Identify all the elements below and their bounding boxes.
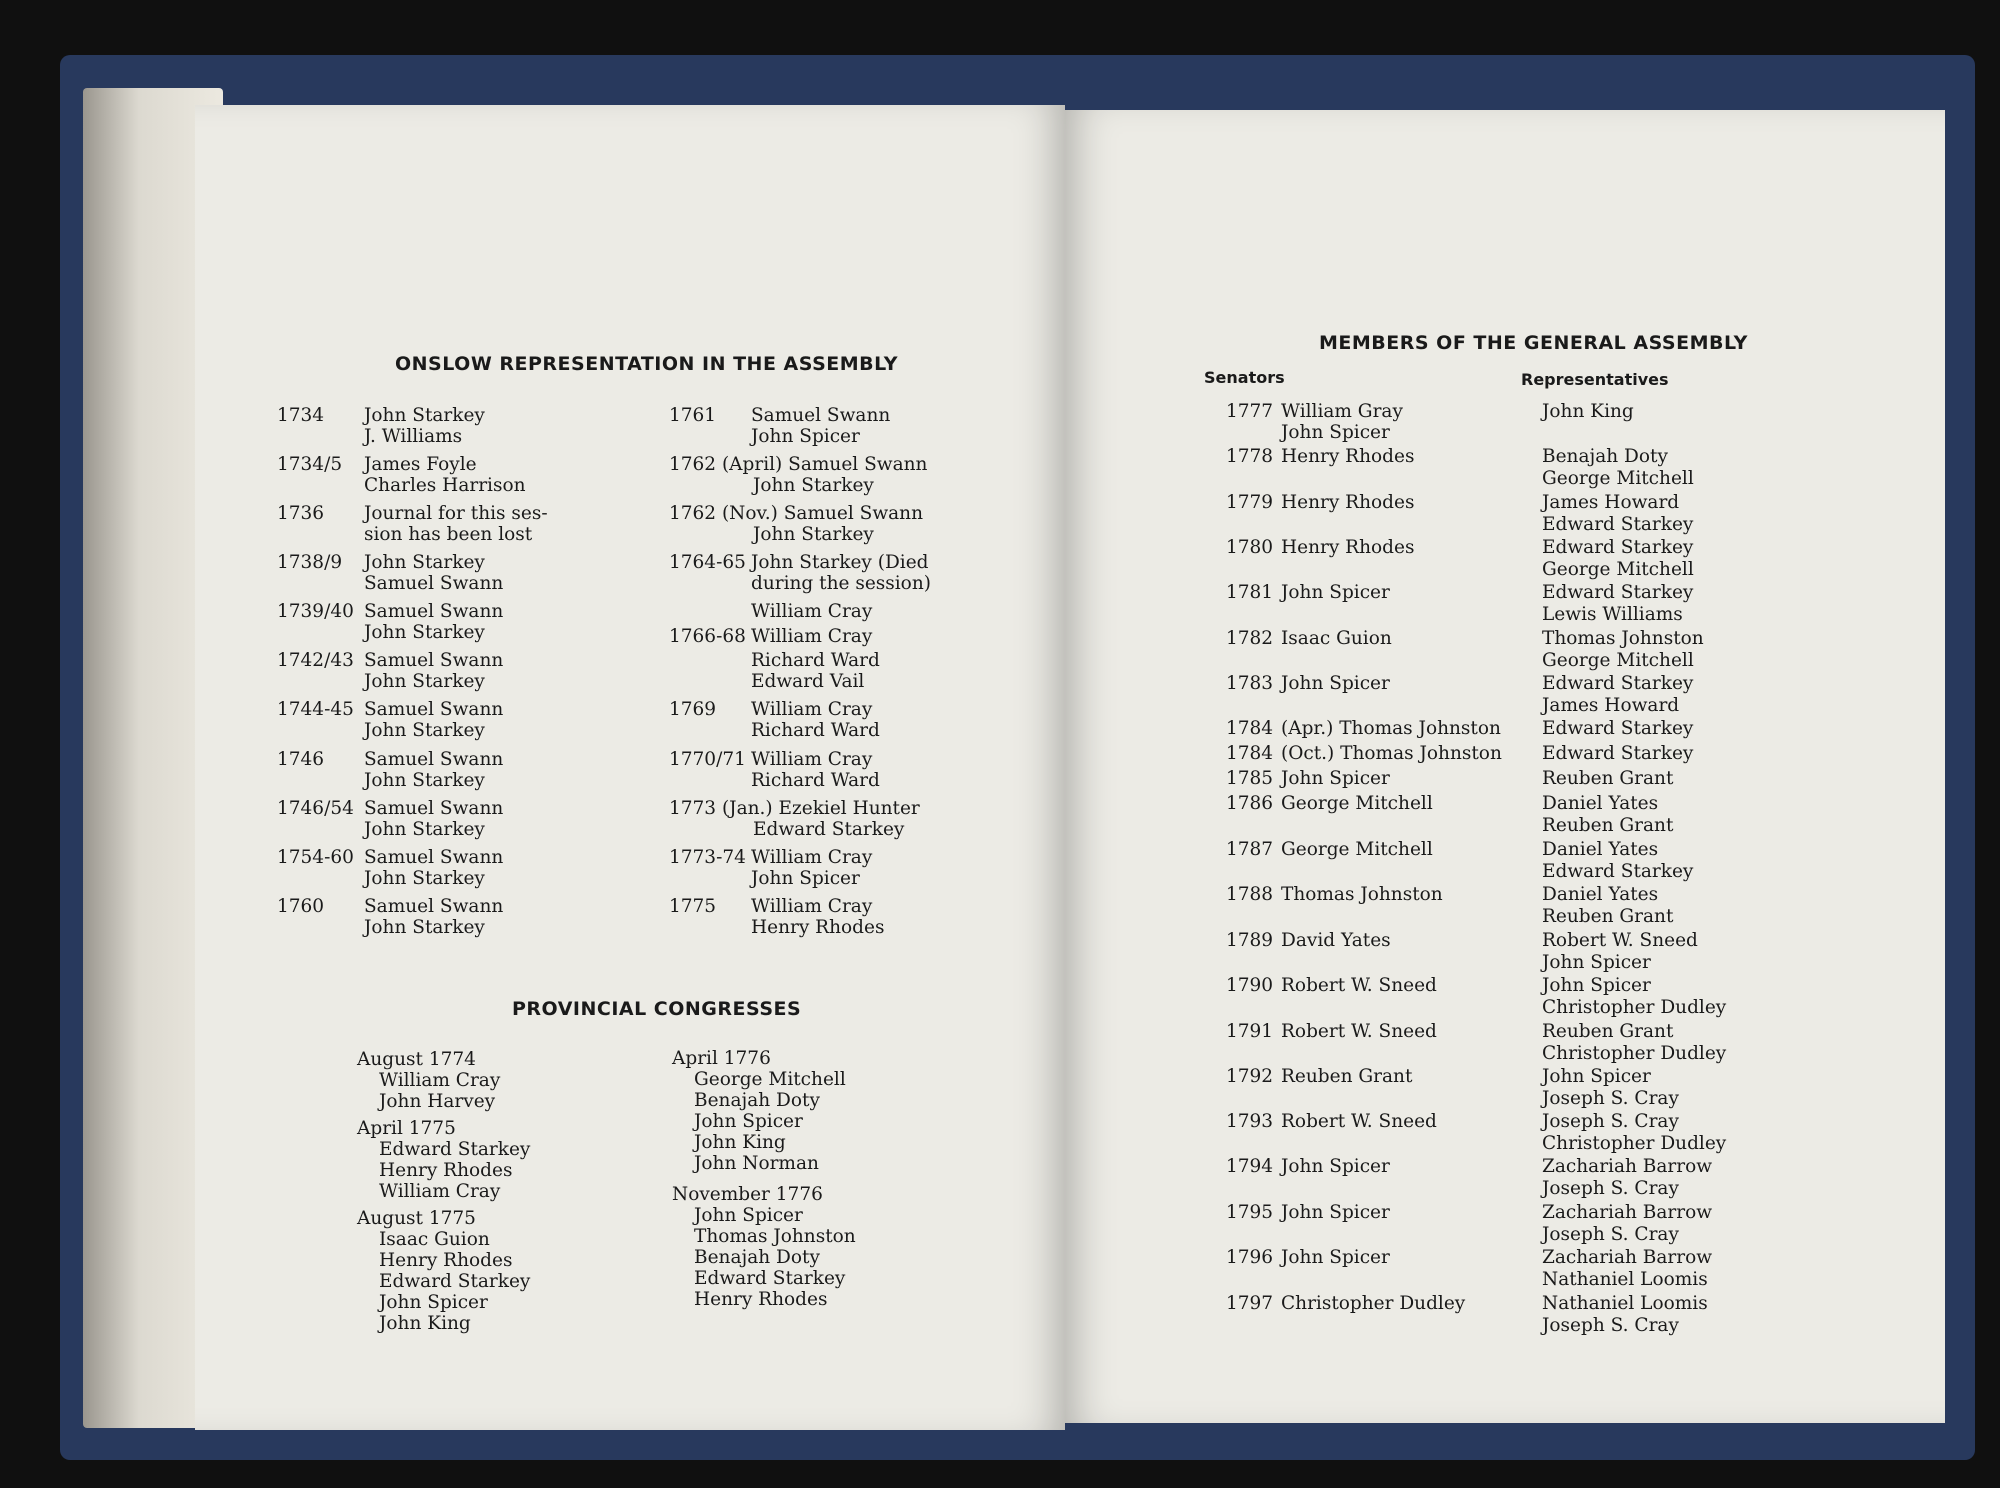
representative-name: Edward Starkey bbox=[1542, 743, 1694, 764]
entry-name: sion has been lost bbox=[364, 524, 533, 545]
assembly-year: 1778 bbox=[1226, 446, 1274, 467]
representative-name: Daniel Yates bbox=[1542, 793, 1659, 814]
entry-year: 1764-65 bbox=[669, 552, 746, 573]
congress-date: August 1775 bbox=[357, 1208, 476, 1229]
congress-member: Edward Starkey bbox=[379, 1139, 531, 1160]
assembly-year: 1784 bbox=[1226, 718, 1274, 739]
entry-year: 1769 bbox=[669, 699, 717, 720]
entry-year: 1775 bbox=[669, 896, 717, 917]
senator-name: John Spicer bbox=[1281, 768, 1390, 789]
assembly-year: 1791 bbox=[1226, 1021, 1274, 1042]
senator-name: John Spicer bbox=[1281, 673, 1390, 694]
entry-name: John Starkey bbox=[364, 405, 485, 426]
senator-name: John Spicer bbox=[1281, 1202, 1390, 1223]
entry-name: Richard Ward bbox=[751, 770, 880, 791]
congress-date: August 1774 bbox=[357, 1049, 476, 1070]
entry-name: William Cray bbox=[751, 847, 873, 868]
congress-member: Thomas Johnston bbox=[694, 1226, 856, 1247]
entry-year: 1734/5 bbox=[277, 454, 343, 475]
senator-name: John Spicer bbox=[1281, 1156, 1390, 1177]
senator-name: Henry Rhodes bbox=[1281, 492, 1415, 513]
representative-name: Zachariah Barrow bbox=[1542, 1247, 1713, 1268]
entry-name: Richard Ward bbox=[751, 650, 880, 671]
entry-name: John Starkey bbox=[364, 622, 485, 643]
congress-member: William Cray bbox=[379, 1181, 501, 1202]
entry-name: Samuel Swann bbox=[364, 601, 504, 622]
entry-name: John Spicer bbox=[751, 426, 860, 447]
entry-name: Edward Starkey bbox=[753, 819, 905, 840]
representative-name: Joseph S. Cray bbox=[1542, 1315, 1679, 1336]
entry-name: Richard Ward bbox=[751, 720, 880, 741]
representative-name: Edward Starkey bbox=[1542, 537, 1694, 558]
congress-date: April 1775 bbox=[357, 1118, 456, 1139]
entry-year: 1742/43 bbox=[277, 650, 354, 671]
assembly-year: 1784 bbox=[1226, 743, 1274, 764]
senator-name: Robert W. Sneed bbox=[1281, 1021, 1437, 1042]
congress-member: John King bbox=[379, 1313, 471, 1334]
assembly-year: 1779 bbox=[1226, 492, 1274, 513]
senator-name: William Gray bbox=[1281, 401, 1403, 422]
entry-name: John Starkey bbox=[364, 917, 485, 938]
congress-member: Benajah Doty bbox=[694, 1247, 820, 1268]
right-page bbox=[1065, 110, 1945, 1423]
assembly-year: 1787 bbox=[1226, 839, 1274, 860]
representative-name: James Howard bbox=[1542, 695, 1680, 716]
congress-member: Edward Starkey bbox=[694, 1268, 846, 1289]
representative-name: James Howard bbox=[1542, 492, 1680, 513]
assembly-year: 1792 bbox=[1226, 1066, 1274, 1087]
congress-member: John Spicer bbox=[694, 1205, 803, 1226]
representative-name: John Spicer bbox=[1542, 1066, 1651, 1087]
representative-name: Reuben Grant bbox=[1542, 768, 1674, 789]
assembly-year: 1789 bbox=[1226, 930, 1274, 951]
congress-member: Benajah Doty bbox=[694, 1090, 820, 1111]
entry-year: 1746 bbox=[277, 749, 325, 770]
entry-year: 1762 (Nov.) Samuel Swann bbox=[669, 503, 924, 524]
entry-name: Charles Harrison bbox=[364, 475, 526, 496]
entry-year: 1762 (April) Samuel Swann bbox=[669, 454, 928, 475]
assembly-year: 1785 bbox=[1226, 768, 1274, 789]
entry-name: William Cray bbox=[751, 626, 873, 647]
entry-name: Samuel Swann bbox=[364, 573, 504, 594]
representative-name: Christopher Dudley bbox=[1542, 997, 1727, 1018]
entry-year: 1773 (Jan.) Ezekiel Hunter bbox=[669, 798, 920, 819]
senators-header: Senators bbox=[1204, 368, 1285, 387]
assembly-year: 1780 bbox=[1226, 537, 1274, 558]
senator-name: George Mitchell bbox=[1281, 839, 1433, 860]
entry-name: William Cray bbox=[751, 896, 873, 917]
senator-name: Robert W. Sneed bbox=[1281, 975, 1437, 996]
congress-member: Henry Rhodes bbox=[379, 1160, 513, 1181]
entry-name: Journal for this ses- bbox=[364, 503, 548, 524]
representative-name: Edward Starkey bbox=[1542, 861, 1694, 882]
representative-name: Thomas Johnston bbox=[1542, 628, 1704, 649]
senator-name: Isaac Guion bbox=[1281, 628, 1392, 649]
congress-member: George Mitchell bbox=[694, 1069, 846, 1090]
representative-name: John Spicer bbox=[1542, 952, 1651, 973]
assembly-year: 1777 bbox=[1226, 401, 1274, 422]
entry-year: 1770/71 bbox=[669, 749, 746, 770]
entry-name: Samuel Swann bbox=[364, 650, 504, 671]
senator-name: John Spicer bbox=[1281, 582, 1390, 603]
representative-name: Joseph S. Cray bbox=[1542, 1088, 1679, 1109]
entry-name: William Cray bbox=[751, 699, 873, 720]
representative-name: Reuben Grant bbox=[1542, 906, 1674, 927]
representative-name: Christopher Dudley bbox=[1542, 1043, 1727, 1064]
congress-member: Isaac Guion bbox=[379, 1229, 490, 1250]
left-page-title: ONSLOW REPRESENTATION IN THE ASSEMBLY bbox=[395, 353, 899, 375]
senator-name: Robert W. Sneed bbox=[1281, 1111, 1437, 1132]
representative-name: Edward Starkey bbox=[1542, 718, 1694, 739]
entry-year: 1773-74 bbox=[669, 847, 746, 868]
representative-name: Daniel Yates bbox=[1542, 839, 1659, 860]
representative-name: George Mitchell bbox=[1542, 559, 1694, 580]
entry-name: Samuel Swann bbox=[364, 798, 504, 819]
assembly-year: 1795 bbox=[1226, 1202, 1274, 1223]
entry-name: during the session) bbox=[751, 573, 931, 594]
congress-member: John King bbox=[694, 1132, 786, 1153]
entry-name: Samuel Swann bbox=[364, 896, 504, 917]
entry-year: 1734 bbox=[277, 405, 325, 426]
assembly-year: 1786 bbox=[1226, 793, 1274, 814]
representative-name: Zachariah Barrow bbox=[1542, 1156, 1713, 1177]
senator-name: David Yates bbox=[1281, 930, 1391, 951]
representative-name: Nathaniel Loomis bbox=[1542, 1293, 1708, 1314]
representative-name: Joseph S. Cray bbox=[1542, 1111, 1679, 1132]
entry-name: John Starkey bbox=[364, 868, 485, 889]
senator-name: Henry Rhodes bbox=[1281, 446, 1415, 467]
entry-year: 1746/54 bbox=[277, 798, 354, 819]
representative-name: Zachariah Barrow bbox=[1542, 1202, 1713, 1223]
entry-name: John Starkey bbox=[364, 552, 485, 573]
congress-member: William Cray bbox=[379, 1070, 501, 1091]
entry-name: John Starkey bbox=[364, 720, 485, 741]
senator-name: Henry Rhodes bbox=[1281, 537, 1415, 558]
representative-name: George Mitchell bbox=[1542, 468, 1694, 489]
assembly-year: 1797 bbox=[1226, 1293, 1274, 1314]
entry-name: William Cray bbox=[751, 749, 873, 770]
entry-name: John Starkey bbox=[364, 819, 485, 840]
representatives-header: Representatives bbox=[1521, 370, 1669, 389]
representative-name: Lewis Williams bbox=[1542, 604, 1683, 625]
representative-name: Christopher Dudley bbox=[1542, 1133, 1727, 1154]
entry-name: Samuel Swann bbox=[364, 847, 504, 868]
entry-name: John Spicer bbox=[751, 868, 860, 889]
congress-member: John Harvey bbox=[379, 1091, 496, 1112]
entry-year: 1738/9 bbox=[277, 552, 343, 573]
assembly-year: 1790 bbox=[1226, 975, 1274, 996]
representative-name: Reuben Grant bbox=[1542, 1021, 1674, 1042]
senator-name: George Mitchell bbox=[1281, 793, 1433, 814]
representative-name: Edward Starkey bbox=[1542, 582, 1694, 603]
entry-name: J. Williams bbox=[364, 426, 463, 447]
entry-name: Samuel Swann bbox=[751, 405, 891, 426]
assembly-year: 1783 bbox=[1226, 673, 1274, 694]
senator-name: (Oct.) Thomas Johnston bbox=[1281, 743, 1502, 764]
representative-name: John Spicer bbox=[1542, 975, 1651, 996]
entry-name: William Cray bbox=[751, 601, 873, 622]
entry-name: John Starkey bbox=[364, 770, 485, 791]
entry-name: John Starkey bbox=[364, 671, 485, 692]
congress-date: November 1776 bbox=[672, 1184, 823, 1205]
senator-name: Thomas Johnston bbox=[1281, 884, 1443, 905]
representative-name: Reuben Grant bbox=[1542, 815, 1674, 836]
entry-year: 1754-60 bbox=[277, 847, 354, 868]
congress-member: John Spicer bbox=[379, 1292, 488, 1313]
senator-name: (Apr.) Thomas Johnston bbox=[1281, 718, 1501, 739]
entry-year: 1739/40 bbox=[277, 601, 354, 622]
entry-year: 1761 bbox=[669, 405, 717, 426]
entry-name: John Starkey bbox=[753, 524, 874, 545]
congress-member: John Norman bbox=[694, 1153, 819, 1174]
entry-name: John Starkey (Died bbox=[751, 552, 929, 573]
entry-year: 1736 bbox=[277, 503, 325, 524]
entry-year: 1760 bbox=[277, 896, 325, 917]
assembly-year: 1788 bbox=[1226, 884, 1274, 905]
provincial-congresses-title: PROVINCIAL CONGRESSES bbox=[512, 998, 802, 1020]
congress-member: Edward Starkey bbox=[379, 1271, 531, 1292]
entry-name: Samuel Swann bbox=[364, 699, 504, 720]
representative-name: John King bbox=[1542, 401, 1634, 422]
entry-year: 1766-68 bbox=[669, 626, 746, 647]
entry-name: Henry Rhodes bbox=[751, 917, 885, 938]
entry-name: Edward Vail bbox=[751, 671, 865, 692]
entry-name: James Foyle bbox=[364, 454, 477, 475]
representative-name: Robert W. Sneed bbox=[1542, 930, 1698, 951]
representative-name: Edward Starkey bbox=[1542, 514, 1694, 535]
entry-name: John Starkey bbox=[753, 475, 874, 496]
senator-name: John Spicer bbox=[1281, 422, 1390, 443]
entry-year: 1744-45 bbox=[277, 699, 354, 720]
representative-name: Daniel Yates bbox=[1542, 884, 1659, 905]
representative-name: Benajah Doty bbox=[1542, 446, 1668, 467]
senator-name: John Spicer bbox=[1281, 1247, 1390, 1268]
congress-member: Henry Rhodes bbox=[379, 1250, 513, 1271]
entry-name: Samuel Swann bbox=[364, 749, 504, 770]
assembly-year: 1793 bbox=[1226, 1111, 1274, 1132]
assembly-year: 1796 bbox=[1226, 1247, 1274, 1268]
representative-name: George Mitchell bbox=[1542, 650, 1694, 671]
congress-date: April 1776 bbox=[672, 1048, 771, 1069]
assembly-year: 1781 bbox=[1226, 582, 1274, 603]
representative-name: Joseph S. Cray bbox=[1542, 1178, 1679, 1199]
right-page-title: MEMBERS OF THE GENERAL ASSEMBLY bbox=[1319, 332, 1748, 354]
congress-member: Henry Rhodes bbox=[694, 1289, 828, 1310]
assembly-year: 1794 bbox=[1226, 1156, 1274, 1177]
congress-member: John Spicer bbox=[694, 1111, 803, 1132]
left-page bbox=[195, 105, 1065, 1430]
representative-name: Nathaniel Loomis bbox=[1542, 1269, 1708, 1290]
senator-name: Reuben Grant bbox=[1281, 1066, 1413, 1087]
assembly-year: 1782 bbox=[1226, 628, 1274, 649]
senator-name: Christopher Dudley bbox=[1281, 1293, 1466, 1314]
representative-name: Joseph S. Cray bbox=[1542, 1224, 1679, 1245]
representative-name: Edward Starkey bbox=[1542, 673, 1694, 694]
